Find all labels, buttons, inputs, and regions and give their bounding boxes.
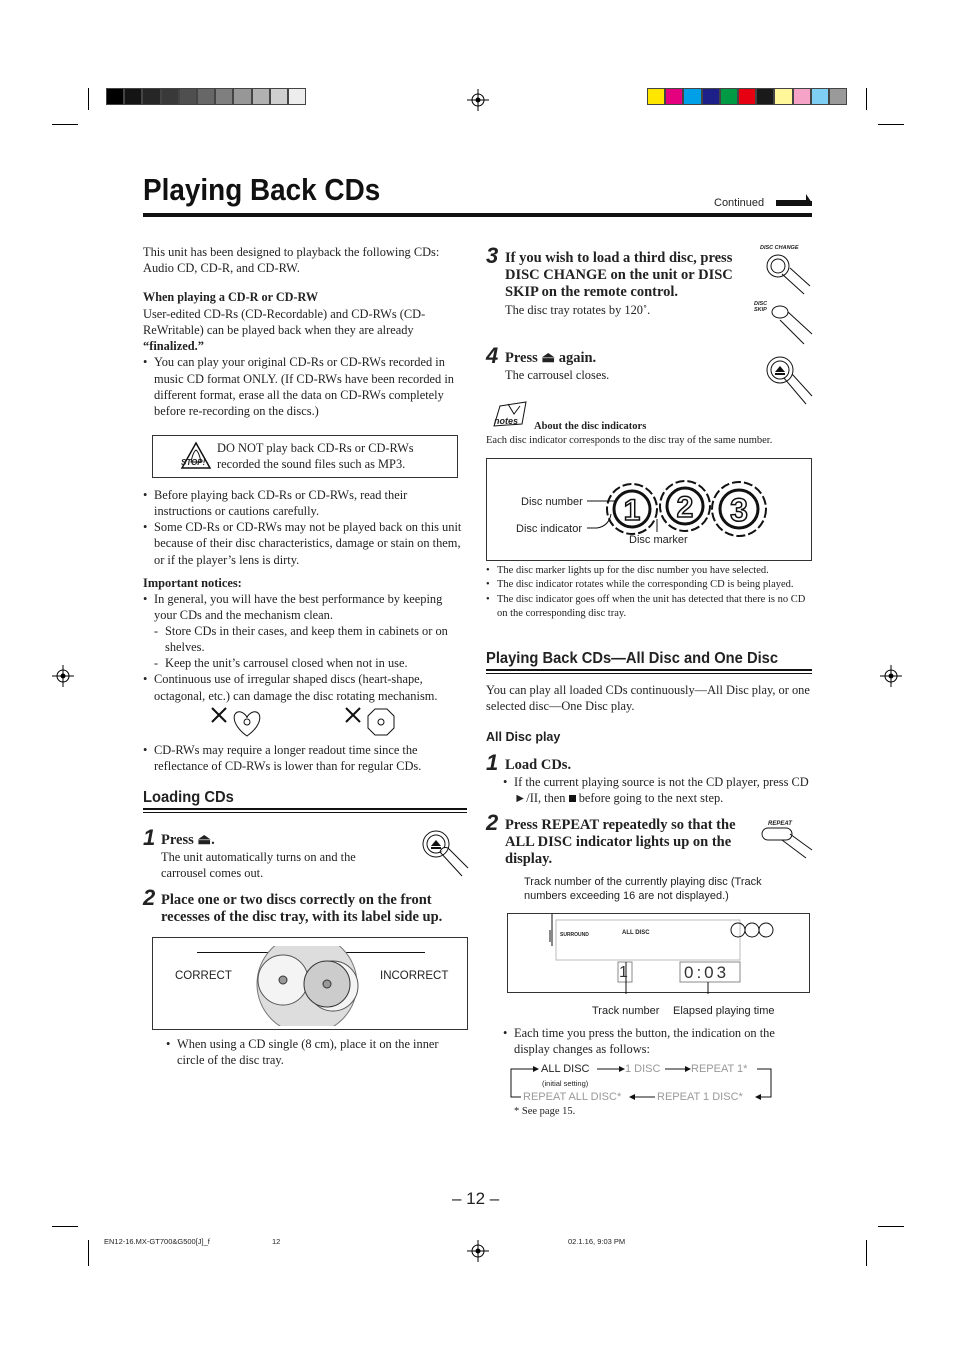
flow-onedisc: 1 DISC [625,1063,661,1075]
crop-mark [866,88,867,110]
disc-indicator-label: Disc indicator [516,523,583,535]
disc-tray-icon [251,946,361,1026]
finalized-text: “finalized.” [143,339,204,354]
color-swatch [774,88,792,105]
flow-repeat-all: REPEAT ALL DISC* [523,1091,622,1103]
disc-indicators-icon [587,464,813,560]
continued-label: Continued [714,197,765,209]
crop-mark [88,1240,89,1266]
footnote: * See page 15. [514,1106,576,1117]
eject-button-hand-icon[interactable] [760,352,814,410]
repeat-flow-diagram [509,1058,809,1108]
list-item: - Store CDs in their cases, and keep them in cabinets or on shelves. [154,623,465,655]
disc-notes-list [486,564,812,621]
track-number-label: Track number [592,1005,660,1017]
flow-repeat1disc: REPEAT 1 DISC* [657,1091,743,1103]
disc-skip-button-hand-icon[interactable] [770,300,814,348]
color-swatch [124,88,142,105]
left-column [143,244,465,419]
color-swatch [665,88,683,105]
step-title: Load CDs. [505,757,572,773]
disc-change-button-hand-icon[interactable] [760,250,812,296]
list-item: • When using a CD single (8 cm), place it on the inner circle of the disc tray. [166,1036,464,1068]
display-track: 1 [619,964,628,981]
color-swatch [793,88,811,105]
footer-page: 12 [272,1237,281,1246]
step-title: If you wish to load a third disc, press DISC CHANGE on the unit or DISC SKIP on the remote control. [505,250,733,301]
notes-label: notes [494,416,519,426]
step-body: The disc tray rotates by 120˚. [505,303,651,317]
stop-square-icon [569,795,576,802]
disc-skip-label: DISC SKIP [754,301,768,313]
crop-mark [878,124,904,125]
intro-text: This unit has been designed to playback the following CDs: Audio CD, CD-R, and CD-RW. [143,245,440,276]
flow-arrows-icon [509,1058,809,1108]
cd-single-note [166,1036,464,1068]
left-column-notices [143,487,465,704]
crop-mark [88,88,89,110]
crop-mark [866,1240,867,1266]
color-swatch [829,88,847,105]
display-icon [508,914,810,994]
list-item: • The disc marker lights up for the disc number you have selected. [486,564,812,578]
color-swatch [756,88,774,105]
color-swatch [252,88,270,105]
cdr-heading: When playing a CD-R or CD-RW [143,290,319,305]
step-number: 2 [486,810,499,835]
display-surround: SURROUND [560,932,589,938]
display-alldisc: ALL DISC [622,930,650,936]
ad-step1-note [503,774,809,806]
color-swatch [197,88,215,105]
list-item: • The disc indicator rotates while the corresponding CD is being played. [486,578,812,592]
step-title: Place one or two discs correctly on the front recesses of the disc tray, with its label side up. [161,892,443,926]
cdrw-note [143,742,465,774]
list-item: • Continuous use of irregular shaped discs (heart-shape, octagonal, etc.) can damage the disc rotating mechanism. [143,671,465,703]
section-rule [143,808,467,810]
crop-mark [52,1226,78,1227]
alldisc-subheading: All Disc play [486,730,561,744]
disc-number-label: Disc number [521,496,583,508]
list-item [503,774,809,806]
step-number: 1 [486,750,499,775]
step-title: Press ⏏. [161,832,215,848]
list-item: • In general, you will have the best performance by keeping your CDs and the mechanism clean. [143,591,465,623]
octagon-disc-prohibited-icon [344,706,400,738]
step-body: The carrousel closes. [505,368,610,382]
display-figure [507,913,810,993]
color-swatch [702,88,720,105]
registration-target-icon [467,1240,489,1262]
footer-date: 02.1.16, 9:03 PM [568,1237,626,1246]
list-item: • CD-RWs may require a longer readout time since the reflectance of CD-RWs is lower than for regular CDs. [143,742,465,774]
color-swatch [179,88,197,105]
step-number: 3 [486,243,499,268]
color-swatch [720,88,738,105]
color-swatch [683,88,701,105]
notes-text: Each disc indicator corresponds to the disc tray of the same number. [486,435,773,446]
important-heading: Important notices: [143,575,242,590]
list-item: • Each time you press the button, the indication on the display changes as follows: [503,1025,809,1057]
step-number: 2 [143,885,156,910]
color-swatch [106,88,124,105]
flow-repeat1: REPEAT 1* [691,1063,748,1075]
step-title: Press ⏏ again. [505,350,597,366]
disc-marker-label: Disc marker [629,534,688,546]
ad-step1-bullet-pre: If the current playing source is not the CD player, press CD ►/II, then [514,775,809,806]
crop-mark [52,124,78,125]
registration-target-icon [467,89,489,111]
color-swatch [215,88,233,105]
color-swatch [161,88,179,105]
color-swatch [647,88,665,105]
disc-number-3: 3 [730,492,748,528]
page-title: Playing Back CDs [143,172,381,207]
page-number: – 12 – [452,1189,500,1208]
list-item: • Some CD-Rs or CD-RWs may not be played back on this unit because of their disc characteristics, damage or stain on them, or if the player’s lens is dirty. [143,519,465,567]
allplay-heading: Playing Back CDs—All Disc and One Disc [486,650,779,667]
color-swatch [738,88,756,105]
section-rule [143,812,467,813]
color-swatch [270,88,288,105]
display-caption: Track number of the currently playing disc (Track numbers exceeding 16 are not displayed.) [524,876,762,903]
cdr-paragraph [143,306,465,354]
repeat-label: REPEAT [768,821,792,827]
color-swatch [811,88,829,105]
list-item: • The disc indicator goes off when the unit has detected that there is no CD on the corresponding disc tray. [486,593,812,622]
loading-heading: Loading CDs [143,789,234,806]
disc-number-2: 2 [676,491,694,524]
correct-label: CORRECT [175,970,232,982]
step-number: 1 [143,825,156,850]
stop-hand-icon [179,440,213,474]
section-rule [486,673,812,674]
display-time: 0:03 [684,963,730,982]
warning-text: DO NOT play back CD-Rs or CD-RWs recorded the sound files such as MP3. [217,441,414,472]
step-number: 4 [486,343,499,368]
title-rule [143,213,812,217]
cdr-paragraph-text: User-edited CD-Rs (CD-Recordable) and CD-RWs (CD-ReWritable) can be played back when they are already [143,307,426,338]
heart-disc-prohibited-icon [210,706,266,738]
eject-button-hand-icon[interactable] [416,826,472,882]
list-item: - Keep the unit’s carrousel closed when not in use. [154,655,465,671]
incorrect-label: INCORRECT [380,970,449,982]
list-item: • You can play your original CD-Rs or CD-RWs recorded in music CD format ONLY. (If CD-RWs have been recorded in different format, erase all the data on CD-RWs completely before re-recording on the discs.) [143,354,465,419]
warning-box [152,435,458,478]
registration-target-icon [880,665,902,687]
color-swatch [288,88,306,105]
each-time-note [503,1025,809,1057]
continued-arrow-icon [776,192,812,208]
color-swatch [233,88,251,105]
color-swatch [142,88,160,105]
disc-tray-figure [152,937,468,1030]
disc-indicator-figure [486,458,812,561]
stop-label: STOP! [181,458,206,467]
allplay-intro: You can play all loaded CDs continuously—All Disc play, or one selected disc—One Disc play. [486,683,810,714]
step-body: The unit automatically turns on and the carrousel comes out. [161,850,356,881]
disc-change-label: DISC CHANGE [760,245,799,251]
repeat-button-hand-icon[interactable] [760,826,814,860]
section-rule [486,669,812,671]
registration-target-icon [52,665,74,687]
flow-initial: (initial setting) [542,1079,589,1088]
flow-alldisc: ALL DISC [541,1063,590,1075]
disc-number-1: 1 [623,494,641,527]
elapsed-label: Elapsed playing time [673,1005,775,1017]
crop-mark [878,1226,904,1227]
notes-heading: About the disc indicators [534,421,647,432]
step-title: Press REPEAT repeatedly so that the ALL DISC indicator lights up on the display. [505,817,736,868]
ad-step1-bullet-post: before going to the next step. [578,791,724,806]
list-item: • Before playing back CD-Rs or CD-RWs, read their instructions or cautions carefully. [143,487,465,519]
footer-file: EN12-16.MX-GT700&G500[J]_f [104,1237,210,1246]
